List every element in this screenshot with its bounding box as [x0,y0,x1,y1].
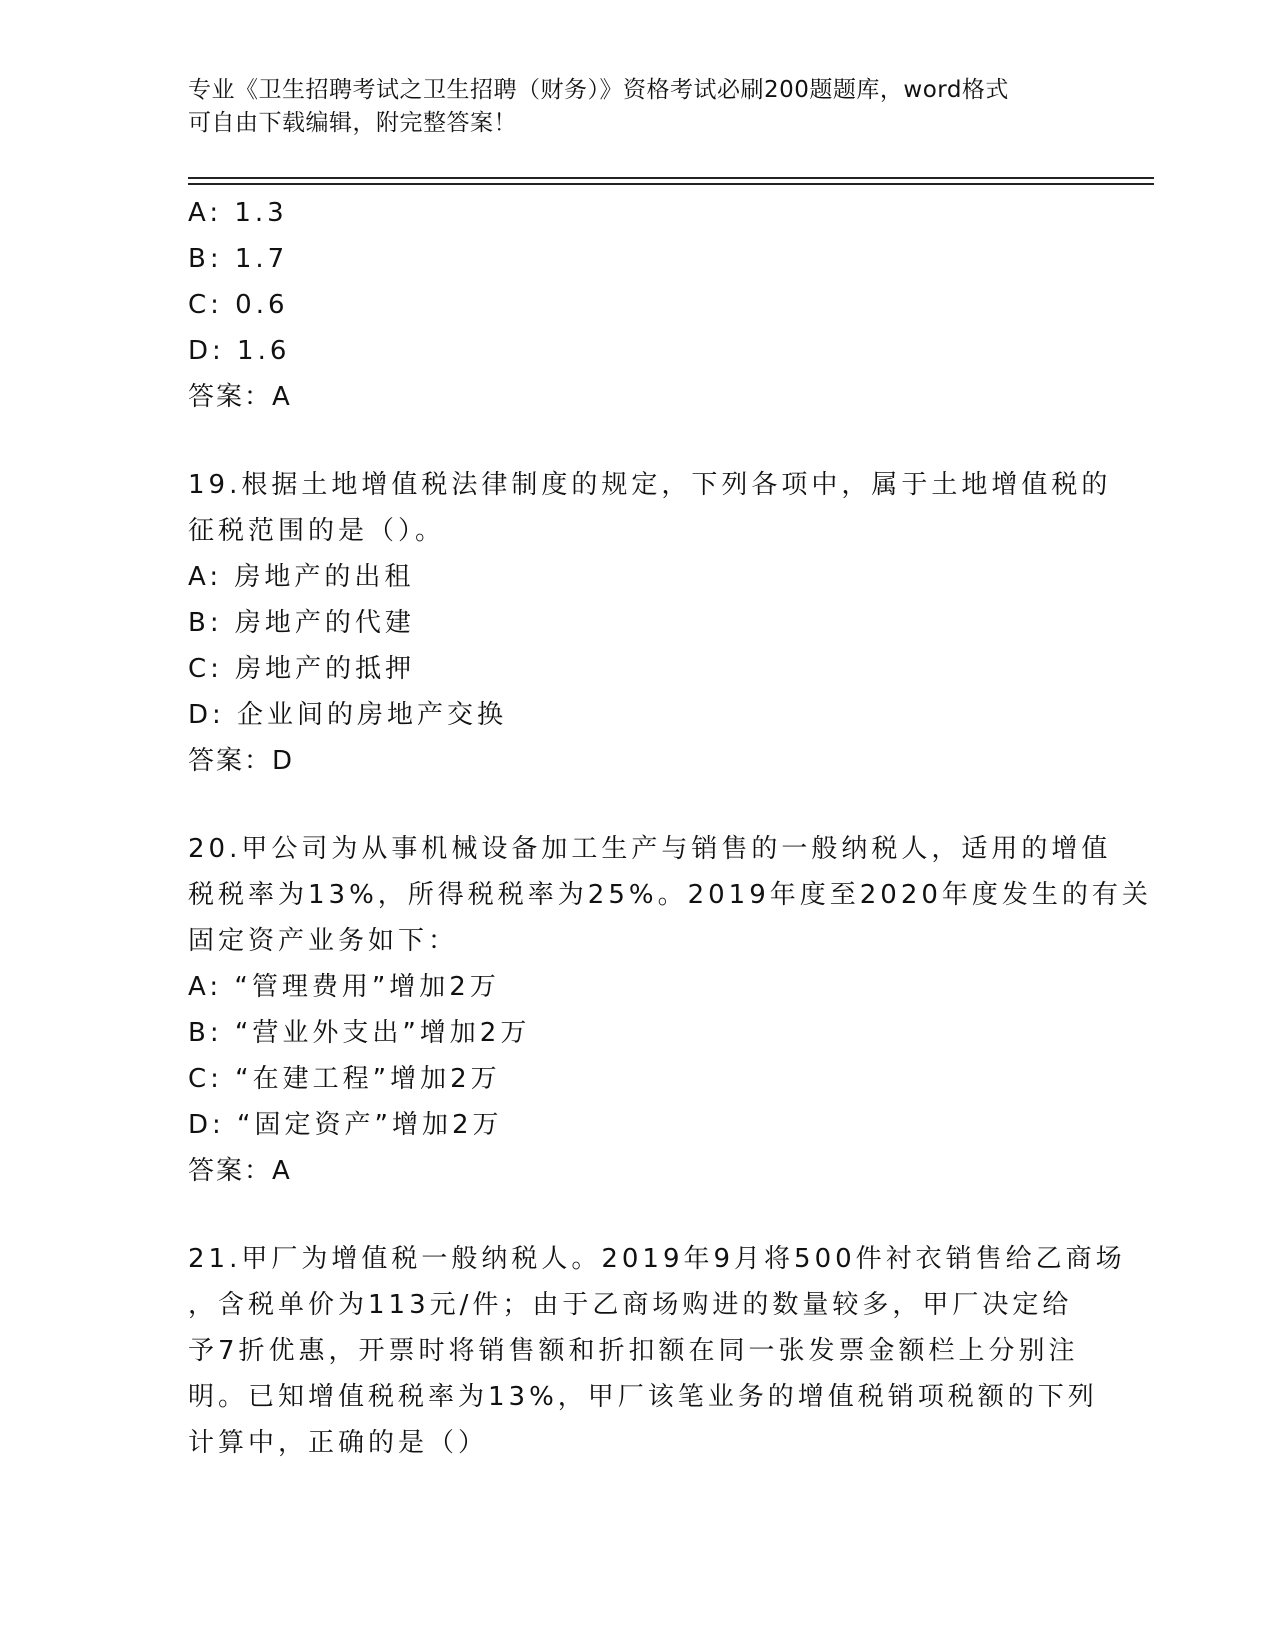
header-line-2: 可自由下载编辑，附完整答案！ [188,110,517,136]
question-text-line: 税税率为13%，所得税税率为25%。2019年度至2020年度发生的有关 [188,880,1152,910]
option-b: B: “营业外支出”增加2万 [188,1018,531,1048]
answer-line: 答案：D [188,746,295,776]
question-20 [188,826,1152,1194]
document-header [188,74,1088,140]
answer-line: 答案：A [188,1156,292,1186]
question-text-line: 计算中，正确的是（） [188,1428,489,1458]
spacer [188,1194,1088,1236]
question-19 [188,462,1112,784]
question-text-line: 予7折优惠，开票时将销售额和折扣额在同一张发票金额栏上分别注 [188,1336,1079,1366]
spacer [188,784,1088,826]
option-a: A: 房地产的出租 [188,562,415,592]
option-d: D: “固定资产”增加2万 [188,1110,503,1140]
header-rule-top [188,177,1154,179]
option-a: A: 1.3 [188,198,288,228]
spacer [188,420,1088,462]
option-c: C: 房地产的抵押 [188,654,416,684]
question-text-line: 固定资产业务如下： [188,926,459,956]
option-a: A: “管理费用”增加2万 [188,972,500,1002]
option-d: D: 企业间的房地产交换 [188,700,508,730]
option-c: C: 0.6 [188,290,289,320]
question-text-line: ，含税单价为113元/件；由于乙商场购进的数量较多，甲厂决定给 [188,1290,1073,1320]
header-rule-bottom [188,183,1154,185]
answer-line: 答案：A [188,382,292,412]
question-content [188,190,1152,1466]
option-b: B: 1.7 [188,244,289,274]
question-text-line: 19.根据土地增值税法律制度的规定，下列各项中，属于土地增值税的 [188,470,1112,500]
question-text-line: 21.甲厂为增值税一般纳税人。2019年9月将500件衬衣销售给乙商场 [188,1244,1126,1274]
option-b: B: 房地产的代建 [188,608,415,638]
header-line-1: 专业《卫生招聘考试之卫生招聘（财务）》资格考试必刷200题题库，word格式 [188,77,1009,103]
question-text-line: 20.甲公司为从事机械设备加工生产与销售的一般纳税人，适用的增值 [188,834,1112,864]
option-c: C: “在建工程”增加2万 [188,1064,501,1094]
question-18 [188,190,1088,420]
question-text-line: 征税范围的是（）。 [188,516,446,546]
question-21 [188,1236,1126,1466]
option-d: D: 1.6 [188,336,291,366]
question-text-line: 明。已知增值税税率为13%，甲厂该笔业务的增值税销项税额的下列 [188,1382,1098,1412]
